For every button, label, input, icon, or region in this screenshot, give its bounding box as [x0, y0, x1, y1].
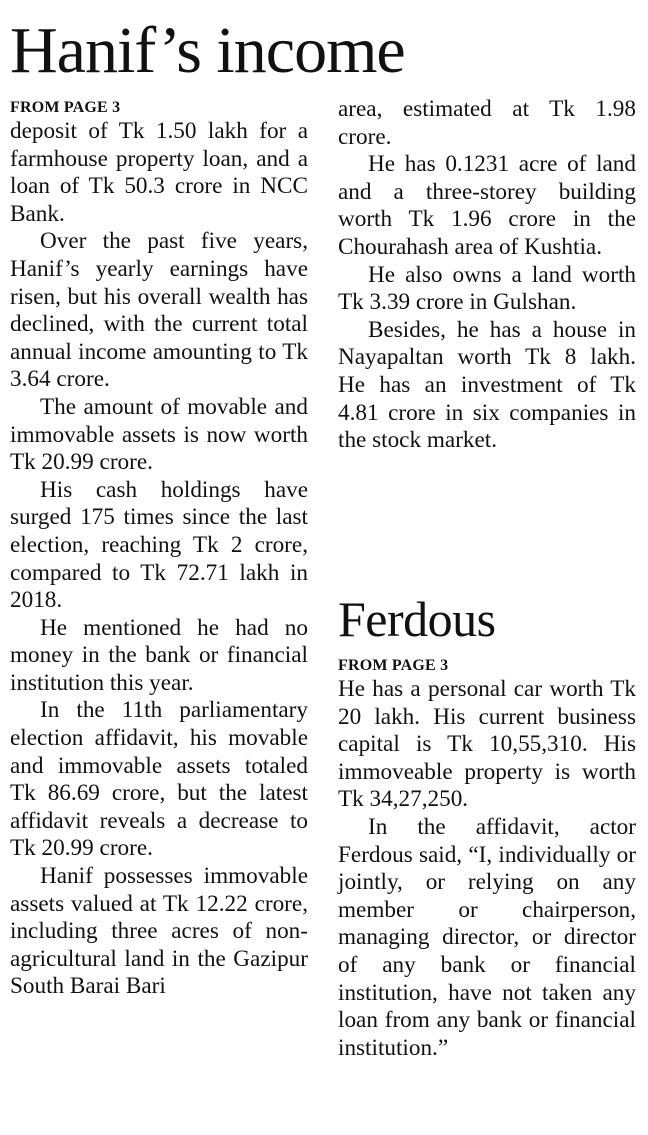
article-paragraph: He has 0.1231 acre of land and a three-storey building worth Tk 1.96 crore in the Chourahash area of Kushtia.	[338, 151, 636, 260]
article-paragraph: Besides, he has a house in Nayapaltan worth Tk 8 lakh. He has an investment of Tk 4.81 crore in six companies in the stock market.	[338, 316, 636, 454]
article-headline-hanif: Hanif’s income	[10, 14, 405, 87]
continuation-kicker-hanif: FROM PAGE 3	[10, 99, 121, 116]
article-column-right	[338, 96, 636, 455]
article-paragraph: He also owns a land worth Tk 3.39 crore in Gulshan.	[338, 261, 636, 316]
article-paragraph: He mentioned he had no money in the bank or financial institution this year.	[10, 614, 308, 696]
article-paragraph: The amount of movable and immovable assets is now worth Tk 20.99 crore.	[10, 393, 308, 476]
article-paragraph: deposit of Tk 1.50 lakh for a farmhouse property loan, and a loan of Tk 50.3 crore in NCC Bank.	[10, 118, 308, 227]
article-headline-ferdous: Ferdous	[338, 591, 496, 647]
article-column-left	[10, 96, 308, 1001]
article-paragraph: In the affidavit, actor Ferdous said, “I, individually or jointly, or relying on any member or chairperson, managing director, or director of any bank or financial institution, have not taken any loan from any bank or financial institution.”	[338, 813, 636, 1061]
article-paragraph: He has a personal car worth Tk 20 lakh. His current business capital is Tk 10,55,310. His immoveable property is worth Tk 34,27,250.	[338, 676, 636, 813]
continuation-kicker-ferdous: FROM PAGE 3	[338, 657, 449, 674]
article-paragraph: area, estimated at Tk 1.98 crore.	[338, 96, 636, 150]
article-paragraph: Over the past five years, Hanif’s yearly earnings have risen, but his overall wealth has declined, with the current total annual income amounting to Tk 3.64 crore.	[10, 228, 308, 393]
article-paragraph: Hanif possesses immovable assets valued at Tk 12.22 crore, including three acres of non-agricultural land in the Gazipur South Barai Bari	[10, 863, 308, 1000]
article-paragraph: In the 11th parliamentary election affidavit, his movable and immovable assets totaled Tk 86.69 crore, but the latest affidavit reveals a decrease to Tk 20.99 crore.	[10, 697, 308, 862]
article-column-ferdous	[338, 654, 636, 1062]
article-paragraph: His cash holdings have surged 175 times since the last election, reaching Tk 2 crore, compared to Tk 72.71 lakh in 2018.	[10, 476, 308, 614]
